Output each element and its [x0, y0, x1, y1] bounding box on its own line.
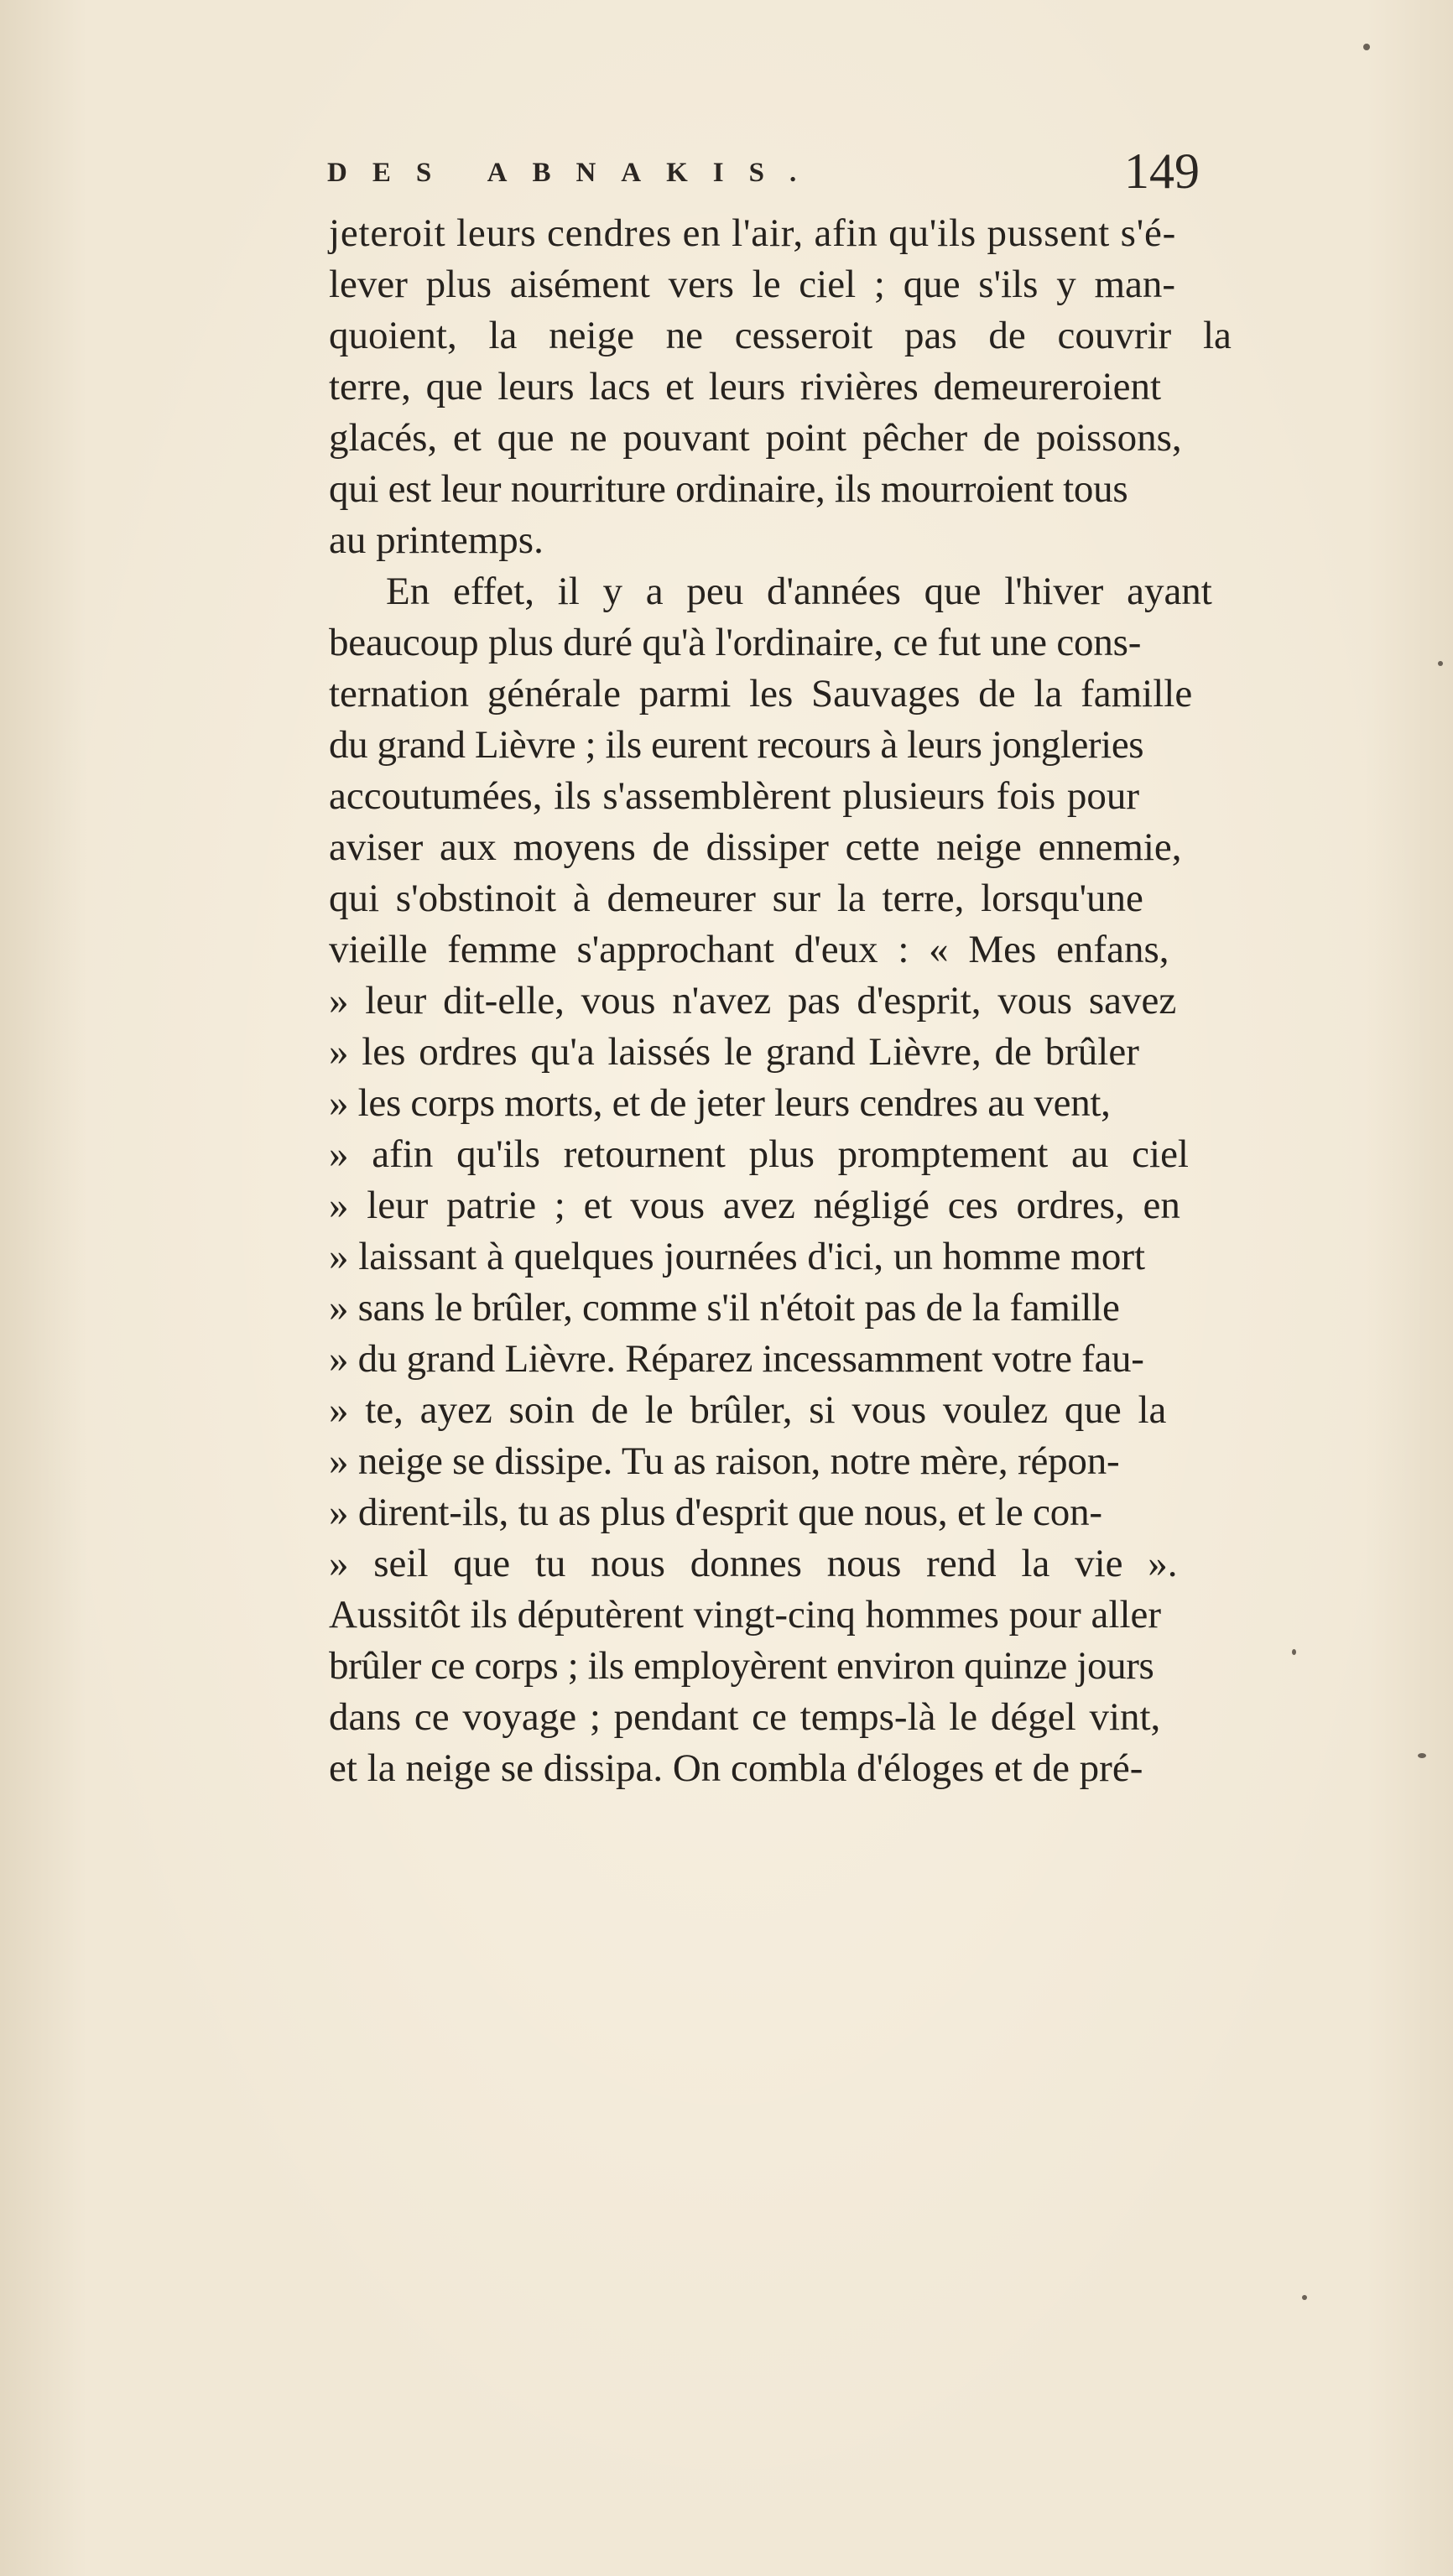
- text-line: » sans le brûler, comme s'il n'étoit pas de la famille: [329, 1286, 1120, 1330]
- text-line: dans ce voyage ; pendant ce temps-là le dégel vint,: [329, 1695, 1161, 1739]
- paragraph-first-line: En effet, il y a peu d'années que l'hiver ayant: [386, 570, 1212, 613]
- body-text: [0, 208, 1453, 2473]
- text-line: » dirent-ils, tu as plus d'esprit que nous, et le con-: [329, 1491, 1102, 1534]
- text-line: » les ordres qu'a laissés le grand Lièvre, de brûler: [329, 1030, 1139, 1074]
- text-line: qui est leur nourriture ordinaire, ils mourroient tous: [329, 467, 1128, 511]
- text-line: » leur dit-elle, vous n'avez pas d'esprit, vous savez: [329, 979, 1177, 1023]
- paper-speck: [1292, 1649, 1296, 1655]
- text-line: » laissant à quelques journées d'ici, un homme mort: [329, 1235, 1146, 1278]
- text-line: » seil que tu nous donnes nous rend la vie ».: [329, 1542, 1178, 1585]
- text-line: beaucoup plus duré qu'à l'ordinaire, ce fut une cons-: [329, 621, 1142, 664]
- text-line: brûler ce corps ; ils employèrent environ quinze jours: [329, 1644, 1154, 1688]
- text-line: qui s'obstinoit à demeurer sur la terre, lorsqu'une: [329, 877, 1143, 920]
- text-line: jeteroit leurs cendres en l'air, afin qu'ils pussent s'é-: [329, 211, 1177, 255]
- text-line: lever plus aisément vers le ciel ; que s'ils y man-: [329, 263, 1176, 306]
- text-line: terre, que leurs lacs et leurs rivières demeureroient: [329, 365, 1162, 409]
- page-number: 149: [1124, 143, 1200, 199]
- text-line: du grand Lièvre ; ils eurent recours à leurs jongleries: [329, 723, 1144, 767]
- running-head: DES ABNAKIS.: [327, 158, 822, 188]
- text-line: au printemps.: [329, 518, 544, 562]
- page-header: [327, 143, 1200, 210]
- text-line: glacés, et que ne pouvant point pêcher de poissons,: [329, 416, 1182, 460]
- text-line: Aussitôt ils députèrent vingt-cinq hommes pour aller: [329, 1593, 1162, 1637]
- text-line: aviser aux moyens de dissiper cette neige ennemie,: [329, 825, 1182, 869]
- text-line: vieille femme s'approchant d'eux : « Mes enfans,: [329, 928, 1169, 971]
- paper-speck: [1418, 1753, 1426, 1758]
- text-line: » te, ayez soin de le brûler, si vous voulez que la: [329, 1388, 1167, 1432]
- text-line: » neige se dissipe. Tu as raison, notre mère, répon-: [329, 1439, 1120, 1483]
- text-line: ternation générale parmi les Sauvages de la famille: [329, 672, 1193, 716]
- text-line: et la neige se dissipa. On combla d'éloges et de pré-: [329, 1746, 1143, 1790]
- text-line: » leur patrie ; et vous avez négligé ces ordres, en: [329, 1184, 1180, 1227]
- text-line: » du grand Lièvre. Réparez incessamment votre fau-: [329, 1337, 1144, 1381]
- paper-speck: [1438, 661, 1443, 666]
- text-line: » afin qu'ils retournent plus promptement au ciel: [329, 1132, 1189, 1176]
- paper-speck: [1363, 44, 1370, 50]
- text-line: » les corps morts, et de jeter leurs cendres au vent,: [329, 1081, 1111, 1125]
- text-line: quoient, la neige ne cesseroit pas de couvrir la: [329, 314, 1232, 357]
- paper-speck: [1302, 2295, 1307, 2300]
- text-line: accoutumées, ils s'assemblèrent plusieurs fois pour: [329, 774, 1140, 818]
